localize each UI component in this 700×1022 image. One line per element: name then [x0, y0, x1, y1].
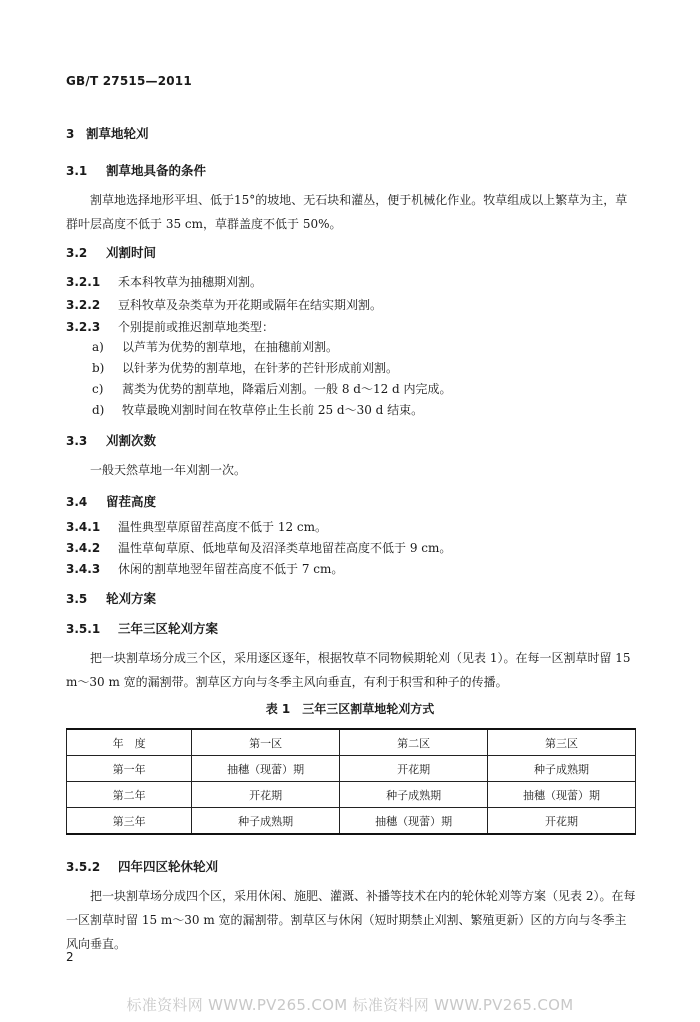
section-title: 留茬高度	[106, 494, 157, 509]
rotation-table	[66, 728, 636, 835]
section-3-2-heading	[66, 243, 156, 261]
clause-number: 3.4.1	[66, 520, 101, 534]
watermark: 标准资料网 WWW.PV265.COM 标准资料网 WWW.PV265.COM	[126, 996, 574, 1014]
clause-3-2-1	[66, 273, 262, 290]
list-item	[92, 338, 338, 355]
list-label: c)	[92, 382, 104, 396]
table-header-row	[67, 729, 636, 756]
section-title: 轮刈方案	[106, 591, 157, 606]
table-cell: 开花期	[488, 808, 636, 835]
table-cell: 种子成熟期	[340, 782, 488, 808]
section-3-3-heading	[66, 431, 156, 449]
clause-3-2-3	[66, 318, 274, 335]
section-3-1-heading	[66, 161, 206, 179]
section-3-5-2-paragraph: 把一块割草场分成四个区，采用休闲、施肥、灌溉、补播等技术在内的轮休轮刈等方案（见表 2）。在每一区割草时留 15 m～30 m 宽的漏割带。割草区与休闲（短时期禁止刈割、繁殖更新）区的方向与冬季主风向垂直。	[66, 889, 636, 951]
clause-3-2-2	[66, 296, 382, 313]
section-number: 3.5.2	[66, 860, 101, 874]
clause-number: 3.4.2	[66, 541, 101, 555]
table-cell: 抽穗（现蕾）期	[488, 782, 636, 808]
list-item	[92, 401, 423, 418]
section-title: 刈割时间	[106, 245, 157, 260]
table-row	[67, 756, 636, 782]
table-caption: 表 1 三年三区割草地轮刈方式	[265, 702, 435, 716]
list-item	[92, 359, 398, 376]
table-cell: 第二年	[67, 782, 192, 808]
list-label: a)	[92, 340, 104, 354]
clause-text: 禾本科牧草为抽穗期刈割。	[118, 275, 263, 289]
section-3-5-2-heading	[66, 857, 218, 875]
section-3-heading	[66, 124, 149, 142]
section-number: 3.4	[66, 495, 88, 509]
list-text: 以针茅为优势的割草地，在针茅的芒针形成前刈割。	[122, 361, 399, 375]
section-3-5-heading	[66, 589, 156, 607]
section-number: 3.5.1	[66, 622, 101, 636]
table-cell: 第三年	[67, 808, 192, 835]
clause-3-4-3	[66, 560, 343, 577]
section-3-1-paragraph: 割草地选择地形平坦、低于15°的坡地、无石块和灌丛，便于机械化作业。牧草组成以上繁草为主，草群叶层高度不低于 35 cm，草群盖度不低于 50%。	[66, 193, 628, 231]
clause-text: 个别提前或推迟割草地类型：	[118, 320, 275, 334]
clause-number: 3.2.3	[66, 320, 101, 334]
clause-number: 3.4.3	[66, 562, 101, 576]
section-title: 三年三区轮刈方案	[118, 621, 219, 636]
standard-code: GB/T 27515—2011	[66, 74, 192, 88]
section-number: 3.1	[66, 164, 88, 178]
clause-3-4-1	[66, 518, 327, 535]
table-cell: 抽穗（现蕾）期	[340, 808, 488, 835]
table-header-cell: 第二区	[340, 729, 488, 756]
list-text: 以芦苇为优势的割草地，在抽穗前刈割。	[122, 340, 339, 354]
list-text: 蒿类为优势的割草地，降霜后刈割。一般 8 d～12 d 内完成。	[122, 382, 452, 396]
table-header-cell: 第一区	[192, 729, 340, 756]
table-header-cell: 第三区	[488, 729, 636, 756]
clause-number: 3.2.1	[66, 275, 101, 289]
section-title: 四年四区轮休轮刈	[118, 859, 219, 874]
list-label: d)	[92, 403, 105, 417]
section-title: 割草地轮刈	[86, 126, 149, 141]
list-item	[92, 380, 452, 397]
table-cell: 开花期	[340, 756, 488, 782]
table-row	[67, 808, 636, 835]
section-number: 3	[66, 127, 75, 141]
list-text: 牧草最晚刈割时间在牧草停止生长前 25 d～30 d 结束。	[122, 403, 424, 417]
table-header-cell: 年 度	[67, 729, 192, 756]
section-3-4-heading	[66, 492, 156, 510]
table-cell: 种子成熟期	[192, 808, 340, 835]
table-cell: 第一年	[67, 756, 192, 782]
clause-text: 豆科牧草及杂类草为开花期或隔年在结实期刈割。	[118, 298, 383, 312]
clause-text: 温性典型草原留茬高度不低于 12 cm。	[118, 520, 327, 534]
section-3-5-1-heading	[66, 619, 218, 637]
table-cell: 抽穗（现蕾）期	[192, 756, 340, 782]
list-label: b)	[92, 361, 105, 375]
clause-text: 休闲的割草地翌年留茬高度不低于 7 cm。	[118, 562, 344, 576]
section-title: 刈割次数	[106, 433, 157, 448]
section-3-5-1-paragraph: 把一块割草场分成三个区，采用逐区逐年，根据牧草不同物候期轮刈（见表 1）。在每一区割草时留 15 m～30 m 宽的漏割带。割草区方向与冬季主风向垂直，有利于积雪和种子的传播。	[66, 651, 631, 689]
page-number: 2	[66, 950, 74, 964]
table-row	[67, 782, 636, 808]
section-3-3-text: 一般天然草地一年刈割一次。	[90, 463, 247, 477]
section-number: 3.5	[66, 592, 88, 606]
clause-number: 3.2.2	[66, 298, 101, 312]
section-title: 割草地具备的条件	[106, 163, 207, 178]
table-cell: 种子成熟期	[488, 756, 636, 782]
section-number: 3.3	[66, 434, 88, 448]
clause-text: 温性草甸草原、低地草甸及沼泽类草地留茬高度不低于 9 cm。	[118, 541, 452, 555]
clause-3-4-2	[66, 539, 451, 556]
table-cell: 开花期	[192, 782, 340, 808]
section-number: 3.2	[66, 246, 88, 260]
